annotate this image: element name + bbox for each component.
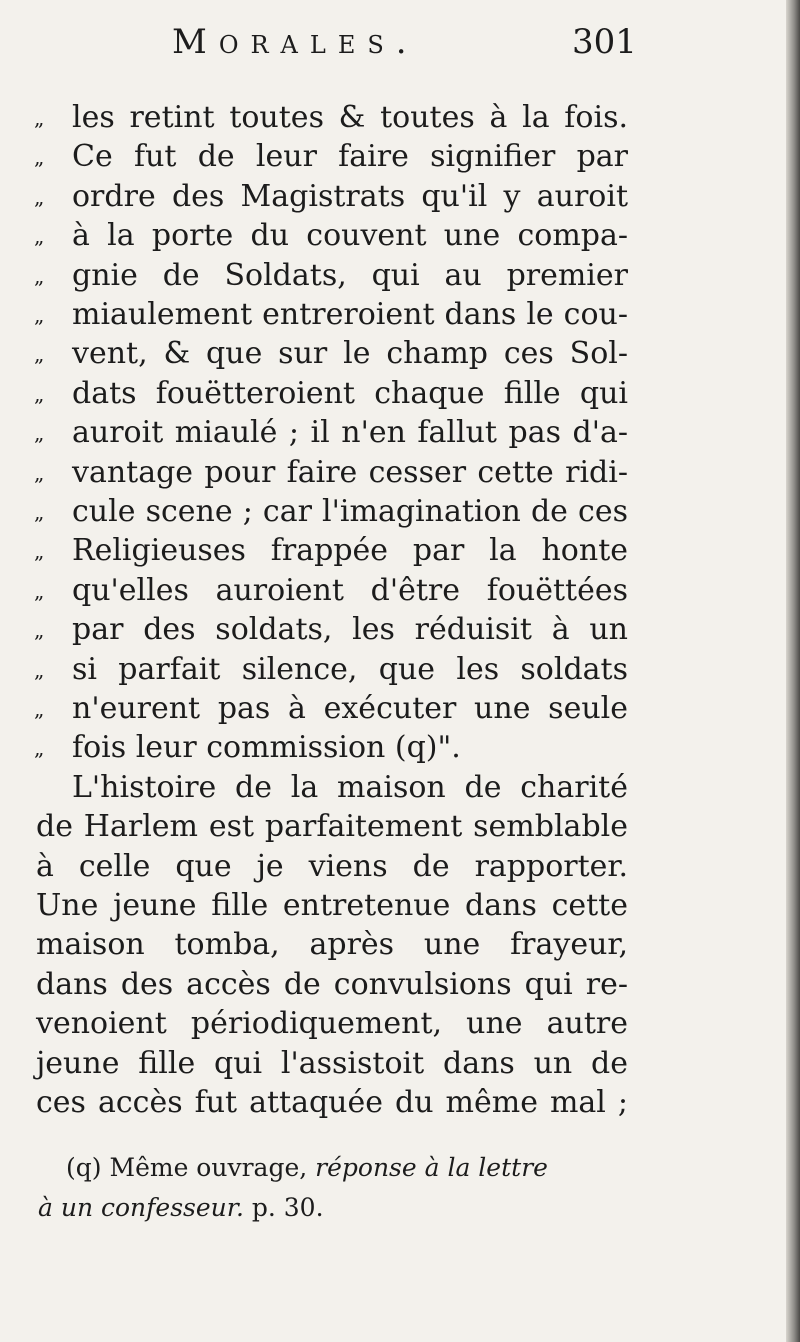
quoted-text-line — [0, 531, 800, 571]
paragraph-text-line — [0, 768, 800, 808]
footnote-roman-1: Même ouvrage, — [109, 1153, 308, 1182]
quotation-mark: „ — [34, 264, 45, 288]
line-text: L'histoire de la maison de charité — [72, 770, 628, 805]
page-header — [0, 22, 800, 72]
line-text: ces accès fut attaquée du même mal ; — [36, 1085, 628, 1120]
quotation-mark: „ — [34, 185, 45, 209]
quoted-text-line — [0, 492, 800, 532]
quoted-text-line — [0, 216, 800, 256]
quotation-mark: „ — [34, 224, 45, 248]
line-text: de Harlem est parfaitement semblable — [36, 809, 628, 844]
quotation-mark: „ — [34, 697, 45, 721]
line-text: si parfait silence, que les soldats — [72, 652, 628, 687]
paragraph-text-line — [0, 847, 800, 887]
line-text: auroit miaulé ; il n'en fallut pas d'a- — [72, 415, 628, 450]
line-text: dats fouëtteroient chaque fille qui — [72, 376, 628, 411]
line-text: à la porte du couvent une compa- — [72, 218, 628, 253]
quoted-text-line — [0, 334, 800, 374]
quotation-mark: „ — [34, 539, 45, 563]
line-text: Une jeune fille entretenue dans cette — [36, 888, 628, 923]
quoted-text-line — [0, 689, 800, 729]
line-text: Ce fut de leur faire signifier par — [72, 139, 628, 174]
quotation-mark: „ — [34, 736, 45, 760]
quoted-text-line — [0, 413, 800, 453]
quoted-text-line — [0, 137, 800, 177]
quotation-mark: „ — [34, 145, 45, 169]
quotation-mark: „ — [34, 382, 45, 406]
quoted-text-line — [0, 650, 800, 690]
quotation-mark: „ — [34, 342, 45, 366]
quotation-mark: „ — [34, 579, 45, 603]
quotation-mark: „ — [34, 658, 45, 682]
quoted-text-line — [0, 374, 800, 414]
line-text: par des soldats, les réduisit à un — [72, 612, 628, 647]
paragraph-text-line — [0, 965, 800, 1005]
paragraph-text-line — [0, 1083, 800, 1123]
quotation-mark: „ — [34, 500, 45, 524]
quoted-text-line — [0, 571, 800, 611]
running-title: Morales. — [172, 22, 419, 62]
line-text: venoient périodiquement, une autre — [36, 1006, 628, 1041]
quoted-text-line — [0, 453, 800, 493]
quotation-mark: „ — [34, 421, 45, 445]
line-text: les retint toutes & toutes à la fois. — [72, 100, 628, 135]
line-text: vent, & que sur le champ ces Sol- — [72, 336, 628, 371]
line-text: vantage pour faire cesser cette ridi- — [72, 455, 628, 490]
line-text: miaulement entreroient dans le cou- — [72, 297, 628, 332]
footnote-line-1 — [0, 1150, 800, 1186]
footnote-roman-2: p. 30. — [251, 1193, 324, 1222]
line-text: n'eurent pas à exécuter une seule — [72, 691, 628, 726]
line-text: maison tomba, après une frayeur, — [36, 927, 628, 962]
quotation-mark: „ — [34, 303, 45, 327]
paragraph-text-line — [0, 886, 800, 926]
quotation-mark: „ — [34, 618, 45, 642]
line-text: à celle que je viens de rapporter. — [36, 849, 628, 884]
page-number: 301 — [572, 22, 637, 62]
quotation-mark: „ — [34, 461, 45, 485]
line-text: qu'elles auroient d'être fouëttées — [72, 573, 628, 608]
quotation-mark: „ — [34, 106, 45, 130]
quoted-text-line — [0, 98, 800, 138]
quoted-text-line — [0, 610, 800, 650]
paragraph-text-line — [0, 925, 800, 965]
line-text: jeune fille qui l'assistoit dans un de — [36, 1046, 628, 1081]
footnote-italic-2: à un confesseur. — [38, 1193, 244, 1222]
quoted-text-line — [0, 256, 800, 296]
paragraph-text-line — [0, 1044, 800, 1084]
footnote-line-2 — [0, 1190, 800, 1226]
footnote-italic-1: réponse à la lettre — [315, 1153, 548, 1182]
line-text: cule scene ; car l'imagination de ces — [72, 494, 628, 529]
quoted-text-line — [0, 728, 800, 768]
line-text: gnie de Soldats, qui au premier — [72, 258, 628, 293]
quoted-text-line — [0, 177, 800, 217]
line-text: dans des accès de convulsions qui re- — [36, 967, 628, 1002]
paragraph-text-line — [0, 1004, 800, 1044]
footnote-mark: (q) — [66, 1153, 102, 1182]
line-text: fois leur commission (q)". — [72, 730, 461, 765]
quoted-text-line — [0, 295, 800, 335]
line-text: Religieuses frappée par la honte — [72, 533, 628, 568]
line-text: ordre des Magistrats qu'il y auroit — [72, 179, 628, 214]
paragraph-text-line — [0, 807, 800, 847]
